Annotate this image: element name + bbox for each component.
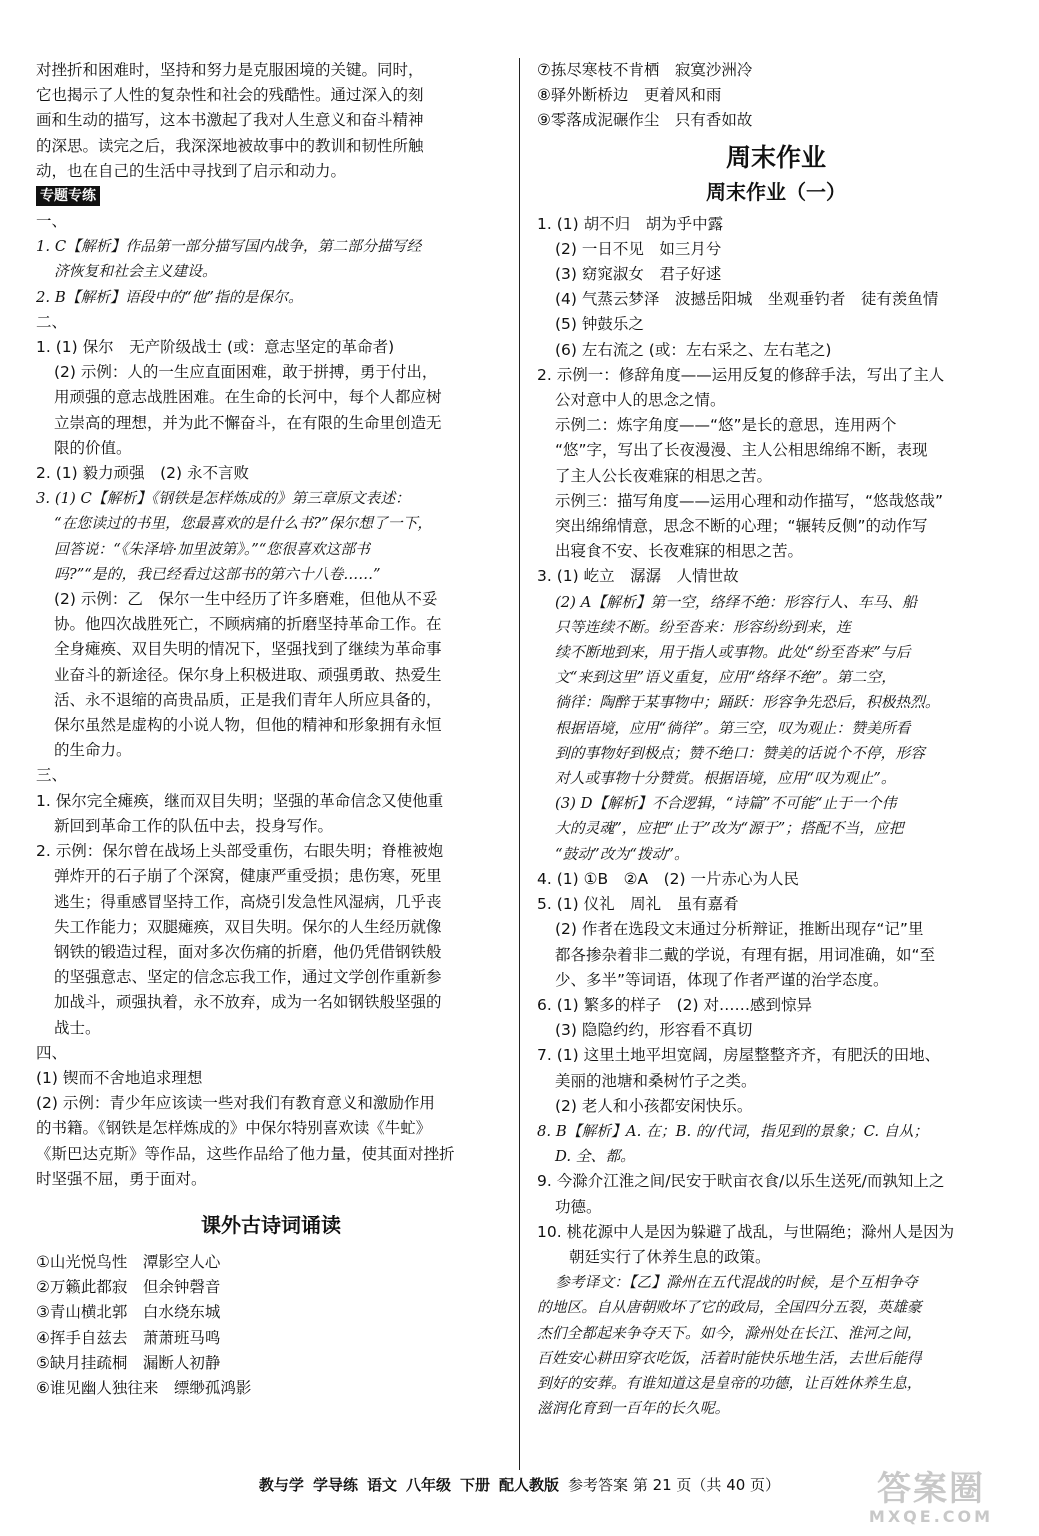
answer-line: 6. (1) 繁多的样子 (2) 对……感到惊异 [537,995,812,1014]
answer-line: 少、多半”等词语，体现了作者严谨的治学态度。 [555,970,889,989]
translation-line: 滋润化育到一百年的长久呢。 [537,1400,730,1418]
answer-line: 失工作能力；双腿瘫痪，双目失明。保尔的人生经历就像 [54,917,442,936]
answer-line: 回答说：“《朱泽培·加里波第》。”“您很喜欢这部书 [54,540,370,558]
answer-line: “悠”字，写出了长夜漫漫、主人公相思绵绵不断，表现 [555,441,928,460]
answer-line: 徜徉：陶醉于某事物中；踊跃：形容争先恐后，积极热烈。 [555,694,940,712]
answer-line: 弹炸开的石子崩了个深窝，健康严重受损；患伤寒，死里 [54,867,442,886]
answer-line: (5) 钟鼓乐之 [555,315,644,334]
part-label: 二、 [36,312,68,331]
answer-line: (3) 窈窕淑女 君子好逑 [555,265,722,284]
answer-line: 出寝食不安、长夜难寐的相思之苦。 [555,542,804,561]
poem-line: ⑥谁见幽人独往来 缥缈孤鸿影 [36,1378,252,1397]
answer-line: 的坚强意志、坚定的信念忘我工作，通过文学创作重新参 [54,968,442,987]
answer-line: 用顽强的意志战胜困难。在生命的长河中，每个人都应树 [54,388,442,407]
intro-paragraph [36,58,506,184]
answer-line: 《斯巴达克斯》等作品，这些作品给了他力量，使其面对挫折 [36,1144,455,1163]
answer-line: 10. 桃花源中人是因为躲避了战乱，与世隔绝；滁州人是因为 [537,1222,955,1241]
answer-line: 保尔虽然是虚构的小说人物，但他的精神和形象拥有永恒 [54,716,442,735]
text-line: 它也揭示了人性的复杂性和社会的残酷性。通过深入的刻 [36,86,424,105]
weekend-title: 周末作业 [725,142,826,172]
footer-edition: 配人教版 [499,1476,560,1494]
text-line: 对挫折和困难时，坚持和努力是克服困境的关键。同时， [36,61,424,79]
answer-line: 根据语境，应用“徜徉”。第三空，叹为观止：赞美所看 [555,719,911,737]
translation-paragraph [537,1270,1015,1421]
answer-line: 大的灵魂”，应把“止于”改为“源于”；搭配不当，应把 [555,820,904,838]
answer-line: 4. (1) ①B ②A (2) 一片赤心为人民 [537,869,800,888]
answer-line: 了主人公长夜难寐的相思之苦。 [555,466,773,485]
answer-line: 5. (1) 仪礼 周礼 虽有嘉肴 [537,895,739,914]
left-column [36,58,506,1401]
answer-line: 1. C【解析】作品第一部分描写国内战争，第二部分描写经 [36,238,422,256]
poem-line: ⑨零落成泥碾作尘 只有香如故 [537,111,753,130]
text-line: 动，也在自己的生活中寻找到了启示和动力。 [36,161,347,180]
answer-line: 2. (1) 毅力顽强 (2) 永不言败 [36,464,249,483]
poem-line: ①山光悦鸟性 潭影空人心 [36,1252,221,1271]
answer-line: 吗?”“是的，我已经看过这部书的第六十八卷……” [54,565,381,583]
answer-line: (3) D【解析】不合逻辑，“诗篇”不可能“止于一个伟 [555,795,897,813]
footer-grade: 八年级 [405,1476,451,1494]
answer-line: 1. 保尔完全瘫痪，继而双目失明；坚强的革命信念又使他重 [36,791,444,810]
weekend-subtitle: 周末作业（一） [706,179,846,204]
answer-line: 7. (1) 这里土地平坦宽阔，房屋整整齐齐，有肥沃的田地、 [537,1046,941,1065]
answer-line: 2. 示例：保尔曾在战场上头部受重伤，右眼失明；脊椎被炮 [36,842,444,861]
column-divider [519,58,520,1470]
answer-line: (2) 示例：青少年应该读一些对我们有教育意义和激励作用 [36,1094,435,1113]
footer-volume: 下册 [459,1476,490,1494]
translation-line: 参考译文：【乙】滁州在五代混战的时候，是个互相争夺 [555,1274,918,1292]
answer-line: 立崇高的理想，并为此不懈奋斗，在有限的生命里创造无 [54,413,442,432]
poem-line: ②万籁此都寂 但余钟磬音 [36,1278,221,1297]
answer-line: (1) 锲而不舍地追求理想 [36,1068,203,1087]
answer-line: 3. (1) C【解析】《钢铁是怎样炼成的》第三章原文表述： [36,490,410,508]
answer-line: 加战斗，顽强执着，永不放弃，成为一名如钢铁般坚强的 [54,993,442,1012]
answer-line: 协。他四次战胜死亡，不顾病痛的折磨坚持革命工作。在 [54,615,442,634]
answer-line: (2) A【解析】第一空，络绎不绝：形容行人、车马、船 [555,593,917,611]
answer-line: 朝廷实行了休养生息的政策。 [569,1247,771,1266]
part-label: 三、 [36,766,68,785]
answer-line: 战士。 [54,1018,101,1037]
answer-line: 公对意中人的思念之情。 [555,391,726,410]
answer-line: 美丽的池塘和桑树竹子之类。 [555,1071,757,1090]
watermark-text: 答案圈 [877,1469,985,1509]
answer-line: 钢铁的锻造过程，面对多次伤痛的折磨，他仍凭借钢铁般 [54,942,442,961]
answer-line: 1. (1) 胡不归 胡为乎中露 [537,214,724,233]
answer-line: 8. B【解析】A. 在；B. 的/代词，指见到的景象；C. 自从； [537,1122,929,1140]
answer-line: 2. 示例一：修辞角度——运用反复的修辞手法，写出了主人 [537,365,945,384]
poetry-title: 课外古诗词诵读 [201,1212,341,1237]
answer-line: 的书籍。《钢铁是怎样炼成的》中保尔特别喜欢读《牛虻》 [36,1119,432,1138]
answer-line: 逃生；得重感冒坚持工作，高烧引发急性风湿病，几乎丧 [54,892,442,911]
answer-line: 时坚强不屈，勇于面对。 [36,1169,207,1188]
answer-line: 到的事物好到极点；赞不绝口：赞美的话说个不停，形容 [555,744,925,762]
answer-line: 续不断地到来，用于指人或事物。此处“纷至沓来”与后 [555,644,911,662]
answer-line: 2. B【解析】语段中的“他”指的是保尔。 [36,288,303,306]
answer-line: 限的价值。 [54,438,132,457]
answer-line: (3) 隐隐约约，形容看不真切 [555,1021,753,1040]
answer-line: 3. (1) 屹立 潺潺 人情世故 [537,567,739,586]
answer-line: 示例二：炼字角度——“悠”是长的意思，连用两个 [555,416,897,435]
part-label: 四、 [36,1043,68,1062]
translation-line: 杰们全都起来争夺天下。如今，滁州处在长江、淮河之间， [537,1324,922,1342]
poem-line: ⑧驿外断桥边 更着风和雨 [537,86,722,105]
translation-line: 百姓安心耕田穿衣吃饭，活着时能快乐地生活，去世后能得 [537,1349,922,1367]
answer-line: (2) 示例：人的一生应直面困难，敢于拼搏，勇于付出， [54,363,438,382]
answer-line: (6) 左右流之 (或：左右采之、左右芼之) [555,340,832,359]
translation-line: 到好的安葬。有谁知道这是皇帝的功德，让百姓休养生息， [537,1374,922,1392]
answer-line: 全身瘫痪、双目失明的情况下，坚强找到了继续为革命事 [54,640,442,659]
text-line: 画和生动的描写，这本书激起了我对人生意义和奋斗精神 [36,111,424,130]
poem-line: ④挥手自兹去 萧萧班马鸣 [36,1328,221,1347]
right-column [537,58,1015,1421]
answer-line: 1. (1) 保尔 无产阶级战士 (或：意志坚定的革命者) [36,338,395,357]
poem-line: ③青山横北郭 白水绕东城 [36,1303,221,1322]
footer-subject: 语文 [366,1476,397,1494]
poem-line: ⑤缺月挂疏桐 漏断人初静 [36,1353,221,1372]
answer-line: D. 全、都。 [555,1148,635,1166]
answer-line: (2) 示例：乙 保尔一生中经历了许多磨难，但他从不妥 [54,590,438,609]
answer-line: 功德。 [555,1197,602,1216]
answer-line: 突出绵绵情意，思念不断的心理；“辗转反侧”的动作写 [555,517,928,536]
answer-line: 示例三：描写角度——运用心理和动作描写，“悠哉悠哉” [555,491,944,510]
answer-line: 新回到革命工作的队伍中去，投身写作。 [54,816,334,835]
answer-line: 文“来到这里”语义重复，应用“络绎不绝”。第二空， [555,669,896,687]
poem-line: ⑦拣尽寒枝不肯栖 寂寞沙洲冷 [537,61,753,79]
translation-line: 的地区。自从唐朝败坏了它的政局，全国四分五裂，英雄豪 [537,1299,922,1317]
footer-answers: 参考答案 [568,1476,629,1494]
watermark-url: MXQE.COM [868,1507,994,1526]
answer-line: 业奋斗的新途径。保尔身上积极进取、顽强勇敢、热爱生 [54,665,442,684]
answer-line: 只等连续不断。纷至沓来：形容纷纷到来，连 [555,618,851,636]
answer-line: 济恢复和社会主义建设。 [54,263,217,281]
section-label-zhuanti: 专题专练 [36,186,100,206]
answer-line: (2) 一日不见 如三月兮 [555,239,722,258]
answer-line: “在您读过的书里，您最喜欢的是什么书?”保尔想了一下， [54,515,433,533]
watermark-logo [841,1470,1021,1530]
answer-line: 活、永不退缩的高贵品质，正是我们青年人所应具备的， [54,690,442,709]
footer-page-number: 第 21 页（共 40 页） [632,1476,781,1494]
answer-line: “鼓动”改为“拨动”。 [555,845,689,863]
text-line: 的深思。读完之后，我深深地被故事中的教训和韧性所触 [36,136,424,155]
answer-line: 的生命力。 [54,741,132,760]
answer-line: (4) 气蒸云梦泽 波撼岳阳城 坐观垂钓者 徒有羡鱼情 [555,290,939,309]
answer-line: 都各掺杂着非二戴的学说，有理有据，用词准确，如“至 [555,945,936,964]
answer-line: 对人或事物十分赞赏。根据语境，应用“叹为观止”。 [555,770,896,788]
footer-series: 学导练 [312,1476,358,1494]
answer-line: 9. 今滁介江淮之间/民安于畎亩衣食/以乐生送死/而孰知上之 [537,1172,945,1191]
answer-line: (2) 作者在选段文末通过分析辩证，推断出现存“记”里 [555,920,924,939]
answer-line: (2) 老人和小孩都安闲快乐。 [555,1096,753,1115]
footer-brand: 教与学 [258,1476,304,1494]
part-label: 一、 [36,212,68,231]
